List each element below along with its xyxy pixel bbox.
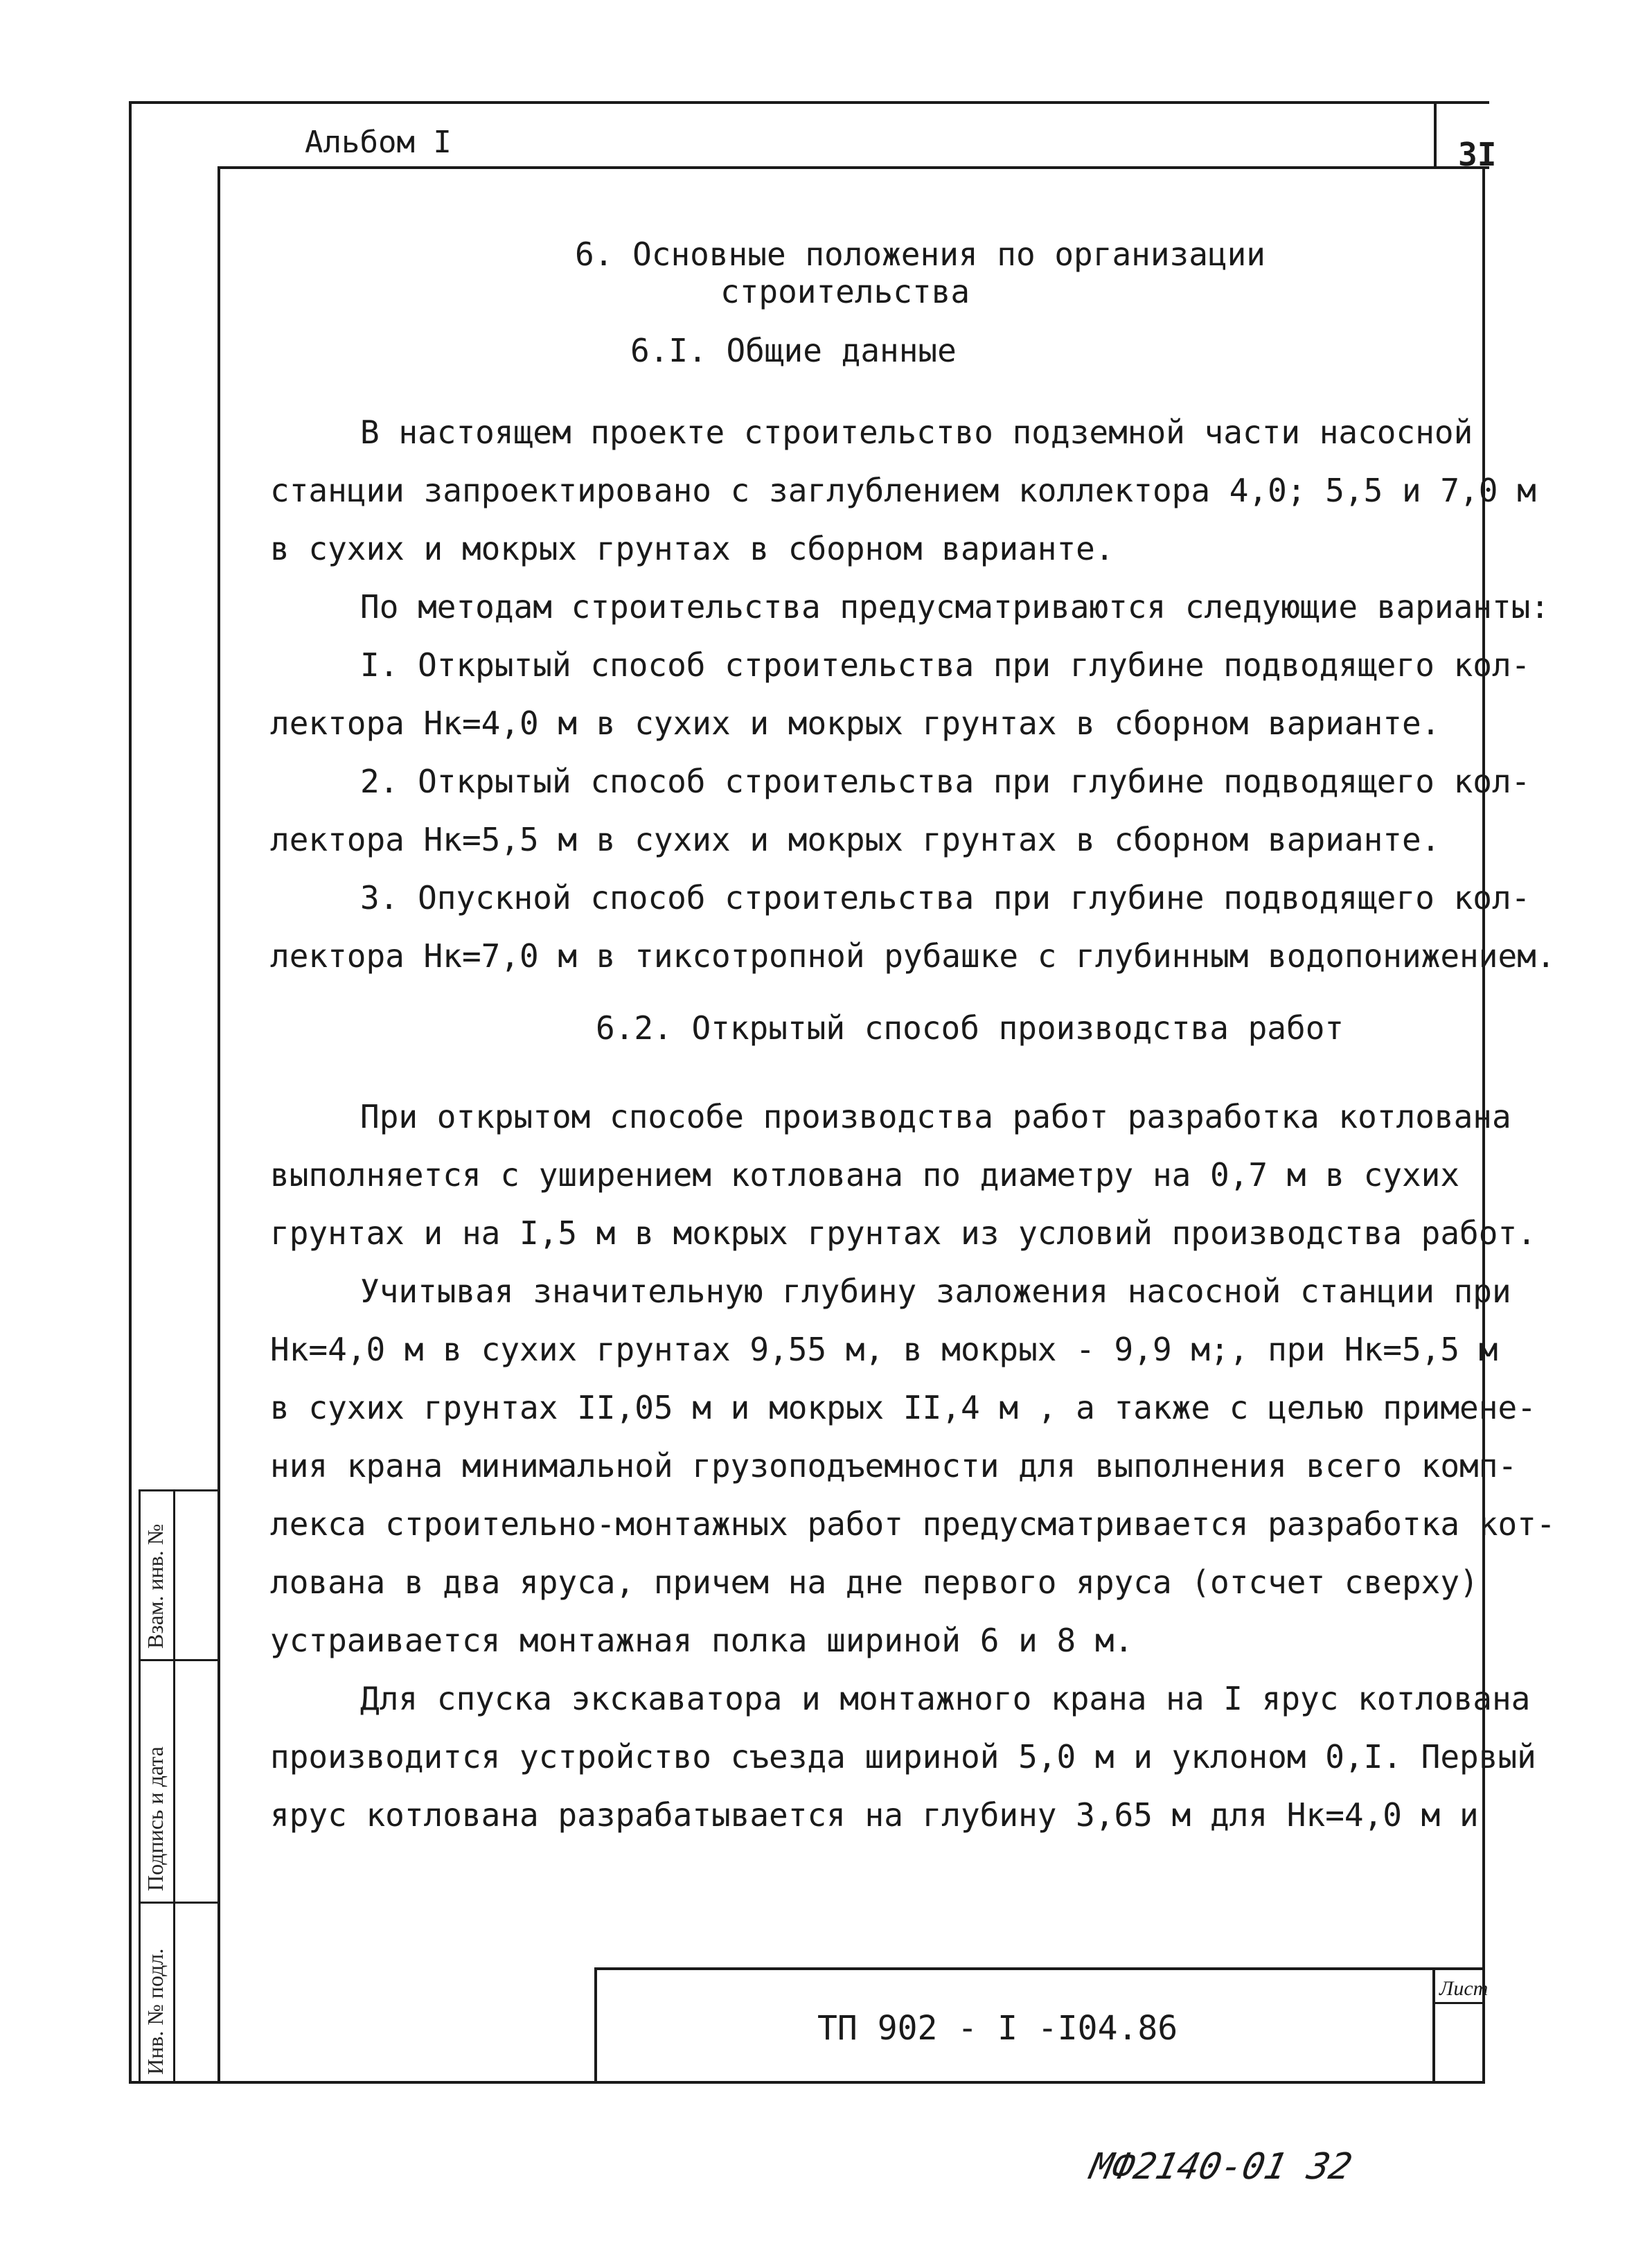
section-title: 6. Основные положения по организации — [575, 236, 1265, 273]
paragraph-line: ния крана минимальной грузоподъемности для выполнения всего комп- — [270, 1447, 1518, 1485]
document-code: ТП 902 - I -I04.86 — [817, 2009, 1178, 2048]
list-item: I. Открытый способ строительства при глубине подводящего кол- — [360, 646, 1531, 684]
paragraph-line: лована в два яруса, причем на дне первого яруса (отсчет сверху) — [270, 1564, 1479, 1601]
paragraph-line: ярус котлована разрабатывается на глубину 3,65 м для Нк=4,0 м и — [270, 1796, 1479, 1834]
subsection-6-1-heading: 6.I. Общие данные — [630, 332, 957, 369]
stamp-column-left — [139, 1489, 141, 2082]
frame-top-outer — [129, 101, 1489, 104]
paragraph-line: При открытом способе производства работ разработка котлована — [360, 1098, 1511, 1135]
album-label: Альбом I — [305, 125, 452, 160]
paragraph-line: Учитывая значительную глубину заложения насосной станции при — [360, 1273, 1511, 1310]
stamp-sign-date: Подпись и дата — [143, 1746, 168, 1891]
frame-left-inner — [217, 166, 220, 2082]
handwritten-archive-number: МФ2140-01 32 — [1086, 2146, 1356, 2188]
paragraph-line: лекса строительно-монтажных работ предусматривается разработка кот- — [270, 1505, 1556, 1543]
stamp-column-top — [139, 1489, 219, 1491]
stamp-divider-1 — [139, 1659, 219, 1661]
subsection-6-2-heading: 6.2. Открытый способ производства работ — [596, 1009, 1344, 1047]
sheet-cell-left — [1432, 1967, 1435, 2082]
paragraph-line: в сухих грунтах II,05 м и мокрых II,4 м , а также с целью примене- — [270, 1389, 1536, 1426]
title-block-left — [594, 1967, 597, 2082]
paragraph-line: выполняется с уширением котлована по диаметру на 0,7 м в сухих — [270, 1156, 1460, 1194]
frame-top-inner — [217, 166, 1489, 169]
paragraph-line: станции запроектировано с заглублением коллектора 4,0; 5,5 и 7,0 м — [270, 472, 1536, 509]
stamp-divider-2 — [139, 1902, 219, 1904]
paragraph-line: производится устройство съезда шириной 5,0 м и уклоном 0,I. Первый — [270, 1738, 1536, 1775]
sheet-label: Лист — [1439, 1977, 1489, 2000]
list-item: лектора Нк=4,0 м в сухих и мокрых грунтах в сборном варианте. — [270, 705, 1441, 742]
paragraph-line: в сухих и мокрых грунтах в сборном варианте. — [270, 530, 1114, 567]
frame-left-outer — [129, 101, 132, 2082]
stamp-column-right — [173, 1489, 175, 2082]
paragraph-line: По методам строительства предусматриваются следующие варианты: — [360, 588, 1550, 626]
title-block-top — [594, 1967, 1485, 1970]
paragraph-line: Нк=4,0 м в сухих грунтах 9,55 м, в мокрых - 9,9 м;, при Нк=5,5 м — [270, 1331, 1498, 1368]
paragraph-line: В настоящем проекте строительство подземной части насосной — [360, 414, 1473, 451]
section-title-cont: строительства — [720, 273, 970, 310]
paragraph-line: Для спуска экскаватора и монтажного крана на I ярус котлована — [360, 1680, 1531, 1717]
document-body — [270, 236, 1556, 1844]
paragraph-line: грунтах и на I,5 м в мокрых грунтах из условий производства работ. — [270, 1214, 1536, 1252]
frame-bottom — [129, 2081, 1485, 2084]
stamp-inv-vzam: Взам. инв. № — [143, 1523, 168, 1649]
page-number-divider — [1434, 101, 1437, 168]
list-item: лектора Нк=7,0 м в тиксотропной рубашке с глубинным водопонижением. — [270, 937, 1556, 975]
paragraph-line: устраивается монтажная полка шириной 6 и 8 м. — [270, 1622, 1134, 1659]
sheet-cell-divider — [1432, 2002, 1485, 2004]
page-number: 3I — [1458, 136, 1497, 173]
list-item: 2. Открытый способ строительства при глубине подводящего кол- — [360, 763, 1531, 800]
list-item: 3. Опускной способ строительства при глубине подводящего кол- — [360, 879, 1531, 916]
stamp-inv-podl: Инв. № подл. — [143, 1948, 168, 2075]
list-item: лектора Нк=5,5 м в сухих и мокрых грунтах в сборном варианте. — [270, 821, 1441, 858]
